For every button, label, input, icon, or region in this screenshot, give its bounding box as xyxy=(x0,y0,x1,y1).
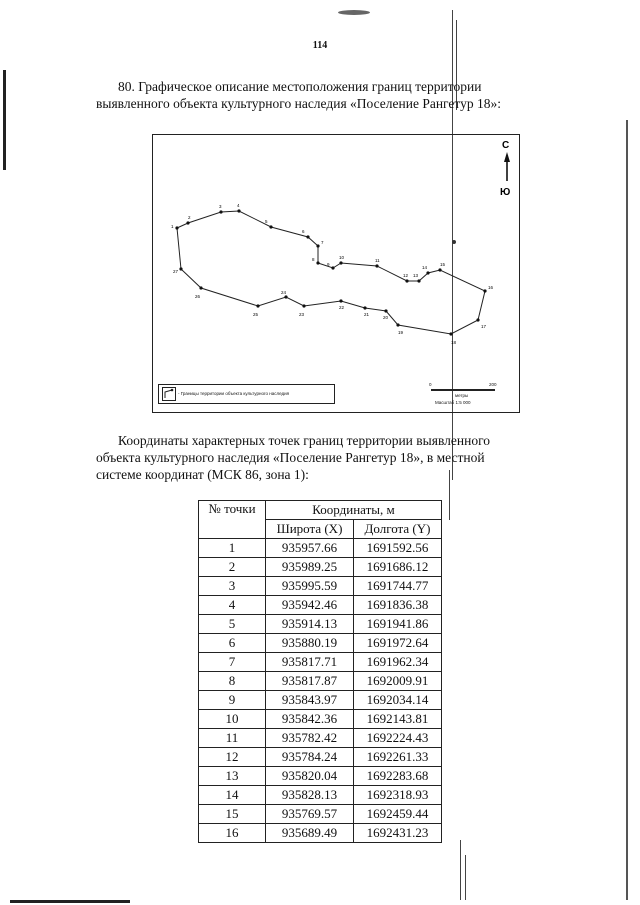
latitude-cell: 935820.04 xyxy=(266,767,354,786)
latitude-cell: 935817.71 xyxy=(266,653,354,672)
site-boundary-map xyxy=(152,134,520,413)
vertex-label: 17 xyxy=(481,324,487,329)
table-row xyxy=(199,539,442,558)
vertex-label: 20 xyxy=(383,315,389,320)
table-row xyxy=(199,691,442,710)
boundary-vertex-25 xyxy=(256,304,259,307)
vertex-label: 13 xyxy=(413,273,419,278)
boundary-vertex-3 xyxy=(219,210,222,213)
coords-line-3: системе координат (МСК 86, зона 1): xyxy=(96,467,309,482)
vertex-label: 9 xyxy=(327,262,330,267)
heading-line-1: 80. Графическое описание местоположения границ территории xyxy=(118,79,482,94)
table-row xyxy=(199,767,442,786)
point-number-cell: 12 xyxy=(199,748,266,767)
boundary-vertex-11 xyxy=(375,264,378,267)
vertex-label: 11 xyxy=(375,258,380,263)
vertex-label: 7 xyxy=(321,240,324,245)
boundary-vertex-23 xyxy=(302,304,305,307)
legend-boundary-swatch xyxy=(162,387,176,401)
longitude-cell: 1692034.14 xyxy=(354,691,442,710)
boundary-vertex-16 xyxy=(483,289,486,292)
table-row xyxy=(199,729,442,748)
point-number-cell: 4 xyxy=(199,596,266,615)
vertex-label: 2 xyxy=(188,215,191,220)
longitude-cell: 1691941.86 xyxy=(354,615,442,634)
table-row xyxy=(199,558,442,577)
latitude-cell: 935769.57 xyxy=(266,805,354,824)
longitude-cell: 1691686.12 xyxy=(354,558,442,577)
vertex-label: 23 xyxy=(299,312,305,317)
vertex-label: 22 xyxy=(339,305,345,310)
north-label: С xyxy=(502,140,510,151)
longitude-cell: 1691962.34 xyxy=(354,653,442,672)
boundary-vertex-7 xyxy=(316,244,319,247)
table-row xyxy=(199,577,442,596)
vertex-label: 15 xyxy=(440,262,446,267)
coords-paragraph xyxy=(96,432,553,483)
point-number-cell: 9 xyxy=(199,691,266,710)
table-row xyxy=(199,596,442,615)
vertex-label: 19 xyxy=(398,330,404,335)
boundary-vertex-9 xyxy=(331,266,334,269)
vertex-label: 6 xyxy=(302,229,305,234)
vertex-label: 27 xyxy=(173,269,179,274)
south-label: Ю xyxy=(500,187,511,198)
point-number-cell: 3 xyxy=(199,577,266,596)
table-row xyxy=(199,672,442,691)
boundary-vertex-14 xyxy=(426,271,429,274)
header-point-number: № точки xyxy=(199,501,266,539)
boundary-vertices xyxy=(171,203,494,345)
scan-artifact-right-edge xyxy=(626,120,628,900)
vertex-label: 12 xyxy=(403,273,409,278)
longitude-cell: 1692459.44 xyxy=(354,805,442,824)
scan-artifact-bottom-bar xyxy=(10,900,130,903)
latitude-cell: 935942.46 xyxy=(266,596,354,615)
map-legend xyxy=(158,384,335,404)
boundary-vertex-19 xyxy=(396,323,399,326)
scan-artifact-left-bar xyxy=(3,70,6,170)
boundary-vertex-5 xyxy=(269,225,272,228)
boundary-vertex-12 xyxy=(405,279,408,282)
longitude-cell: 1691744.77 xyxy=(354,577,442,596)
coords-line-1: Координаты характерных точек границ территории выявленного xyxy=(118,433,491,448)
longitude-cell: 1692283.68 xyxy=(354,767,442,786)
latitude-cell: 935842.36 xyxy=(266,710,354,729)
latitude-cell: 935957.66 xyxy=(266,539,354,558)
heading-line-2: выявленного объекта культурного наследия «Поселение Рангетур 18»: xyxy=(96,96,501,111)
longitude-cell: 1692261.33 xyxy=(354,748,442,767)
vertex-label: 14 xyxy=(422,265,428,270)
latitude-cell: 935995.59 xyxy=(266,577,354,596)
point-number-cell: 14 xyxy=(199,786,266,805)
coordinates-table-body xyxy=(199,539,442,843)
territory-boundary xyxy=(177,211,485,334)
boundary-vertex-13 xyxy=(417,279,420,282)
longitude-cell: 1692009.91 xyxy=(354,672,442,691)
coordinates-table xyxy=(198,500,442,843)
boundary-vertex-10 xyxy=(339,261,342,264)
boundary-vertex-18 xyxy=(449,332,452,335)
table-row xyxy=(199,786,442,805)
point-number-cell: 15 xyxy=(199,805,266,824)
longitude-cell: 1691592.56 xyxy=(354,539,442,558)
latitude-cell: 935828.13 xyxy=(266,786,354,805)
point-number-cell: 7 xyxy=(199,653,266,672)
latitude-cell: 935989.25 xyxy=(266,558,354,577)
table-row xyxy=(199,748,442,767)
table-row xyxy=(199,824,442,843)
legend-line-icon xyxy=(163,388,175,400)
boundary-vertex-6 xyxy=(306,235,309,238)
scan-artifact-crease-5 xyxy=(465,855,466,900)
boundary-vertex-15 xyxy=(438,268,441,271)
table-row xyxy=(199,653,442,672)
coords-line-2: объекта культурного наследия «Поселение Рангетур 18», в местной xyxy=(96,450,485,465)
point-number-cell: 10 xyxy=(199,710,266,729)
boundary-vertex-21 xyxy=(363,306,366,309)
table-row xyxy=(199,634,442,653)
point-number-cell: 6 xyxy=(199,634,266,653)
boundary-vertex-26 xyxy=(199,286,202,289)
header-latitude: Широта (X) xyxy=(266,520,354,539)
boundary-vertex-8 xyxy=(316,261,319,264)
vertex-label: 5 xyxy=(265,219,268,224)
latitude-cell: 935914.13 xyxy=(266,615,354,634)
scan-artifact-crease-4 xyxy=(460,840,461,900)
point-number-cell: 11 xyxy=(199,729,266,748)
vertex-label: 3 xyxy=(219,204,222,209)
boundary-vertex-24 xyxy=(284,295,287,298)
point-number-cell: 2 xyxy=(199,558,266,577)
scale-units-label: метры xyxy=(455,393,469,398)
vertex-label: 4 xyxy=(237,203,240,208)
latitude-cell: 935843.97 xyxy=(266,691,354,710)
longitude-cell: 1692143.81 xyxy=(354,710,442,729)
north-arrow-head-icon xyxy=(504,152,510,162)
scale-ratio-label: Масштаб 1:5 000 xyxy=(435,400,471,405)
vertex-label: 1 xyxy=(171,224,174,229)
legend-label: - Границы территории объекта культурного наследия xyxy=(178,391,290,396)
point-number-cell: 1 xyxy=(199,539,266,558)
table-header-row xyxy=(199,501,442,520)
scale-bar-line xyxy=(431,389,495,391)
vertex-label: 16 xyxy=(488,285,494,290)
latitude-cell: 935784.24 xyxy=(266,748,354,767)
point-number-cell: 13 xyxy=(199,767,266,786)
header-coordinates: Координаты, м xyxy=(266,501,442,520)
latitude-cell: 935782.42 xyxy=(266,729,354,748)
vertex-label: 25 xyxy=(253,312,259,317)
table-row xyxy=(199,805,442,824)
point-number-cell: 16 xyxy=(199,824,266,843)
scan-artifact-smudge xyxy=(338,10,370,15)
longitude-cell: 1692431.23 xyxy=(354,824,442,843)
vertex-label: 24 xyxy=(281,290,287,295)
scale-bar xyxy=(425,380,505,408)
scale-max-label: 200 xyxy=(489,382,497,387)
table-row xyxy=(199,710,442,729)
longitude-cell: 1692318.93 xyxy=(354,786,442,805)
boundary-vertex-20 xyxy=(384,309,387,312)
boundary-vertex-2 xyxy=(186,221,189,224)
latitude-cell: 935689.49 xyxy=(266,824,354,843)
vertex-label: 10 xyxy=(339,255,345,260)
map-drawing xyxy=(153,135,519,412)
point-number-cell: 5 xyxy=(199,615,266,634)
vertex-label: 8 xyxy=(312,257,315,262)
longitude-cell: 1691836.38 xyxy=(354,596,442,615)
boundary-vertex-1 xyxy=(175,226,178,229)
vertex-label: 26 xyxy=(195,294,201,299)
longitude-cell: 1691972.64 xyxy=(354,634,442,653)
boundary-vertex-4 xyxy=(237,209,240,212)
latitude-cell: 935880.19 xyxy=(266,634,354,653)
latitude-cell: 935817.87 xyxy=(266,672,354,691)
point-number-cell: 8 xyxy=(199,672,266,691)
boundary-vertex-17 xyxy=(476,318,479,321)
longitude-cell: 1692224.43 xyxy=(354,729,442,748)
vertex-label: 18 xyxy=(451,340,457,345)
scale-zero-label: 0 xyxy=(429,382,432,387)
boundary-vertex-27 xyxy=(179,267,182,270)
vertex-label: 21 xyxy=(364,312,370,317)
table-row xyxy=(199,615,442,634)
page-number: 114 xyxy=(312,40,328,51)
boundary-vertex-22 xyxy=(339,299,342,302)
header-longitude: Долгота (Y) xyxy=(354,520,442,539)
heading-paragraph xyxy=(96,78,553,112)
